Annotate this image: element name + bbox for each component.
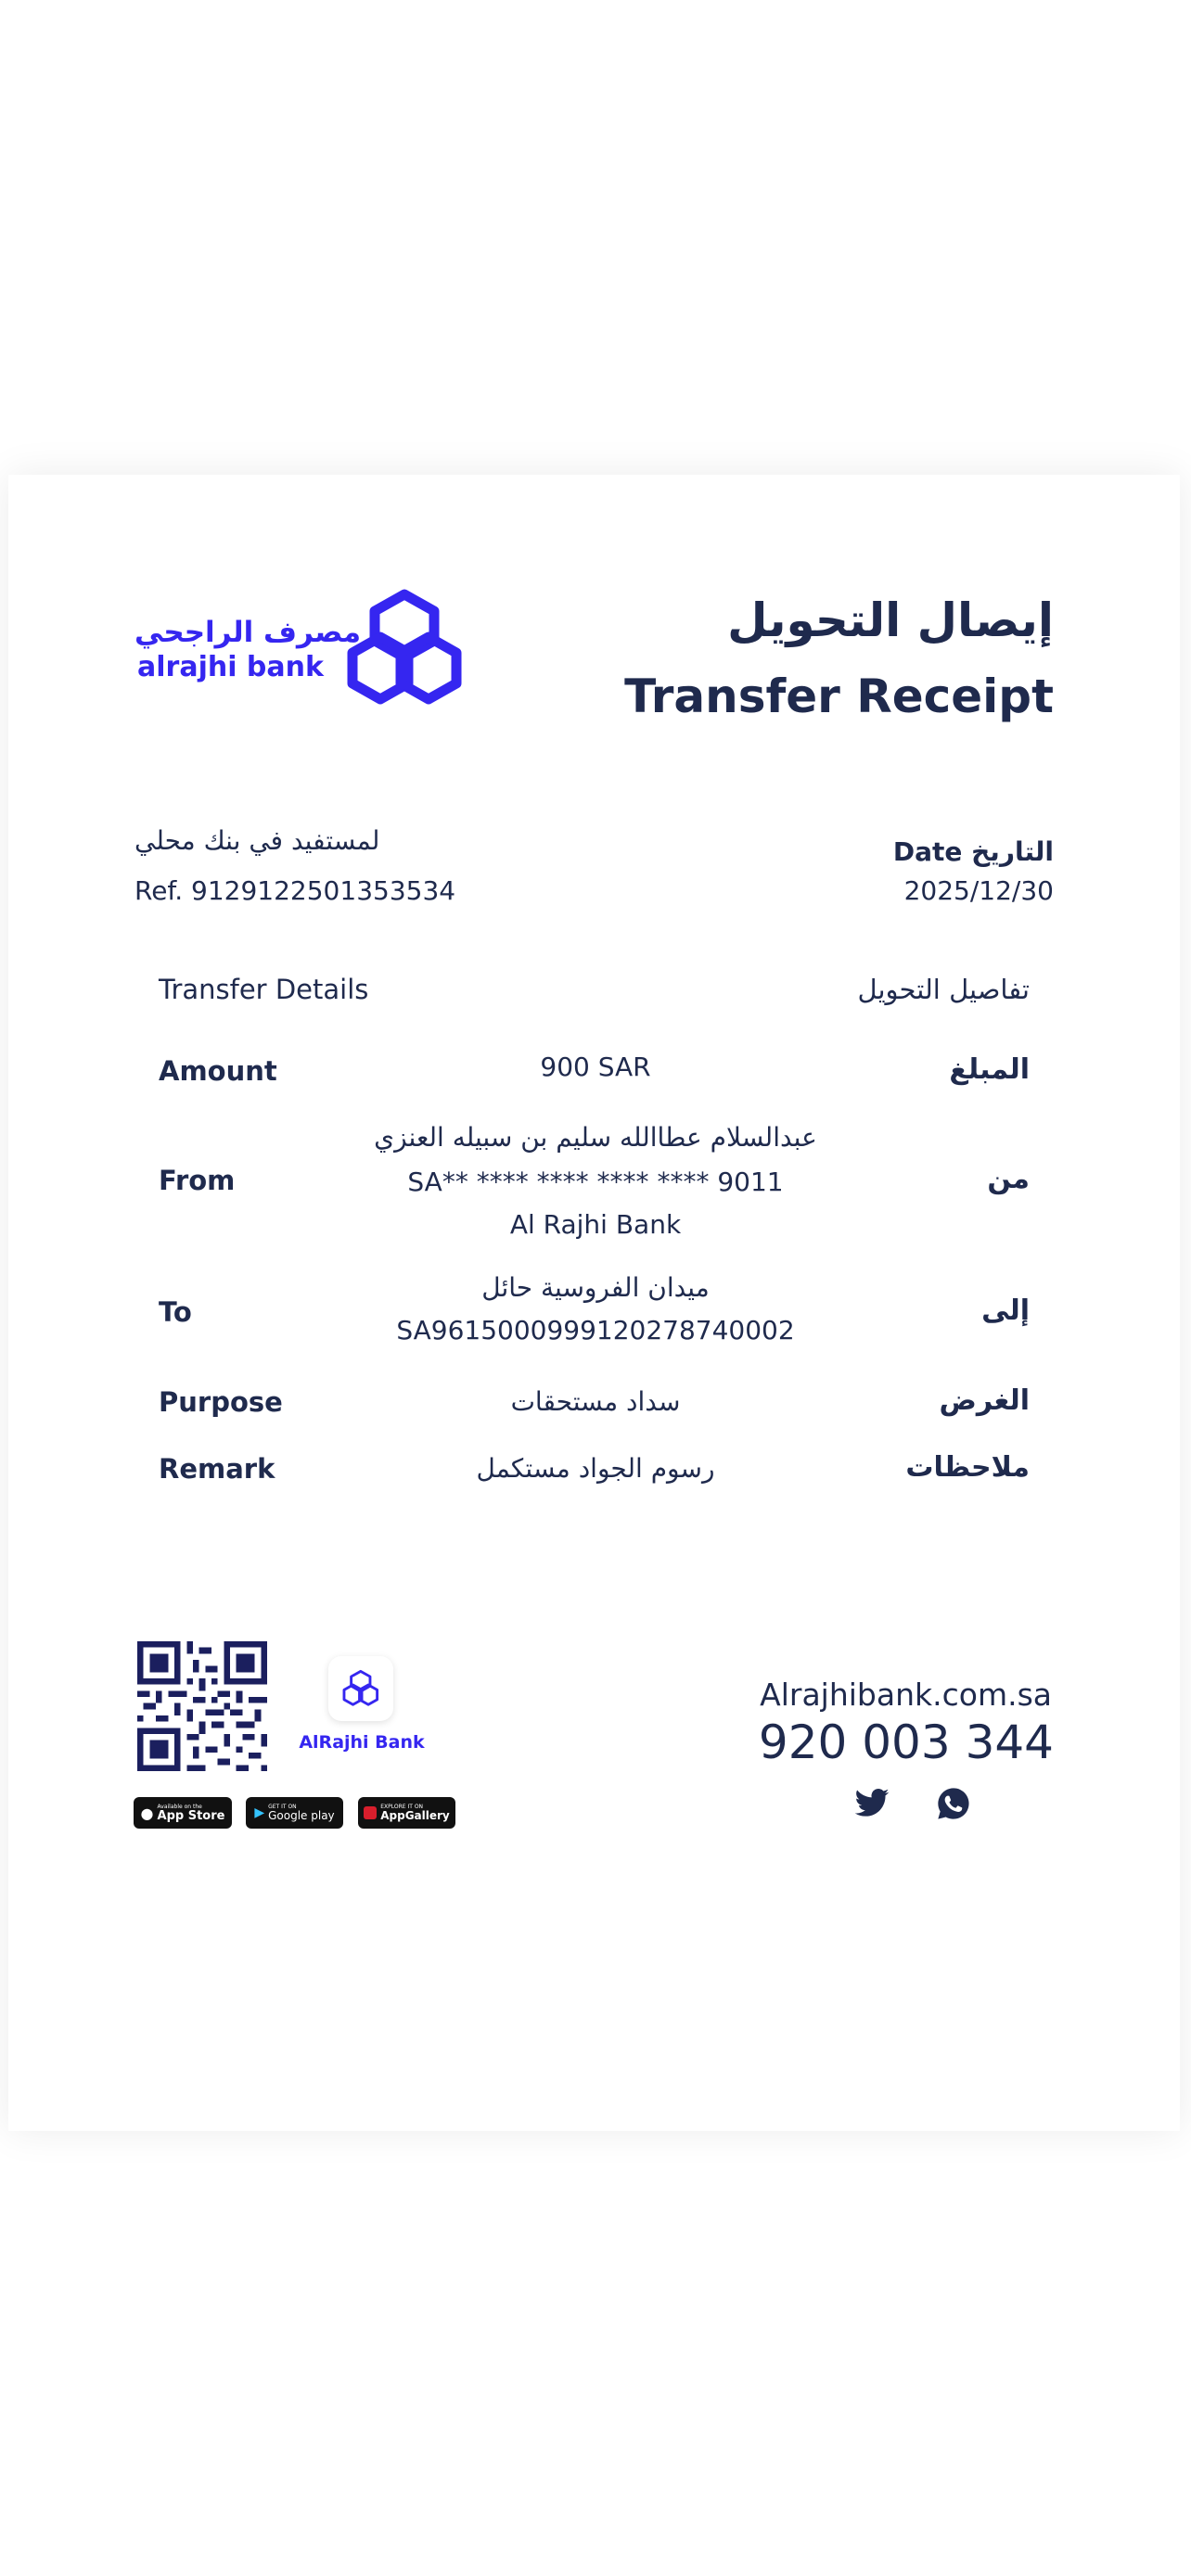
from-label-ar: من xyxy=(987,1163,1030,1195)
transfer-details-heading-ar: تفاصيل التحويل xyxy=(857,974,1030,1005)
app-icon[interactable] xyxy=(328,1656,393,1721)
purpose-label-en: Purpose xyxy=(159,1386,283,1418)
badge-label: App Store xyxy=(157,1808,225,1823)
remark-label-ar: ملاحظات xyxy=(905,1451,1030,1484)
badge-label: Google play xyxy=(268,1809,335,1822)
phone-number[interactable]: 920 003 344 xyxy=(758,1715,1054,1769)
date-label: Date التاريخ xyxy=(892,836,1054,867)
to-label-en: To xyxy=(159,1296,192,1328)
reference-number: Ref. 9129122501353534 xyxy=(134,875,456,906)
whatsapp-icon[interactable] xyxy=(935,1785,972,1822)
title-arabic: إيصال التحويل xyxy=(727,593,1054,647)
website-link[interactable]: Alrajhibank.com.sa xyxy=(760,1677,1052,1713)
amount-label-en: Amount xyxy=(159,1055,277,1087)
to-iban: SA9615000999120278740002 xyxy=(396,1315,795,1345)
remark-label-en: Remark xyxy=(159,1453,275,1485)
app-store-badge[interactable] xyxy=(134,1797,232,1829)
app-gallery-badge[interactable] xyxy=(358,1797,455,1829)
beneficiary-type: لمستفيد في بنك محلي xyxy=(134,825,380,856)
from-bank: Al Rajhi Bank xyxy=(509,1209,682,1240)
apple-icon: ● xyxy=(140,1804,154,1822)
huawei-icon xyxy=(364,1806,377,1819)
badge-top-text: GET IT ON xyxy=(268,1804,297,1810)
twitter-icon[interactable] xyxy=(853,1785,890,1822)
remark-value: رسوم الجواد مستكمل xyxy=(476,1453,715,1484)
from-name: عبدالسلام عطاالله سليم بن سبيله العنزي xyxy=(374,1122,817,1153)
google-play-badge[interactable] xyxy=(246,1797,343,1829)
date-value: 2025/12/30 xyxy=(903,875,1054,906)
badge-top-text: Available on the xyxy=(157,1803,202,1810)
alrajhi-hexagon-logo-icon xyxy=(343,587,466,708)
google-play-icon: ▶ xyxy=(254,1805,265,1820)
badge-label: AppGallery xyxy=(380,1809,450,1822)
title-english: Transfer Receipt xyxy=(624,670,1054,723)
brand-name-ar: مصرف الراجحي xyxy=(134,616,362,649)
badge-top-text: EXPLORE IT ON xyxy=(380,1804,424,1810)
alrajhi-hexagon-app-icon xyxy=(328,1656,393,1721)
amount-label-ar: المبلغ xyxy=(949,1053,1030,1086)
to-label-ar: إلى xyxy=(981,1294,1030,1327)
to-name: ميدان الفروسية حائل xyxy=(481,1272,710,1303)
app-name: AlRajhi Bank xyxy=(299,1732,425,1753)
from-label-en: From xyxy=(159,1165,236,1196)
purpose-label-ar: الغرض xyxy=(939,1384,1030,1417)
purpose-value: سداد مستحقات xyxy=(510,1386,681,1417)
amount-value: 900 SAR xyxy=(540,1052,651,1082)
qr-code-icon[interactable] xyxy=(137,1641,267,1771)
brand-name-en: alrajhi bank xyxy=(137,651,324,683)
transfer-details-heading-en: Transfer Details xyxy=(159,974,369,1005)
from-iban: SA** **** **** **** **** 9011 xyxy=(407,1167,784,1197)
